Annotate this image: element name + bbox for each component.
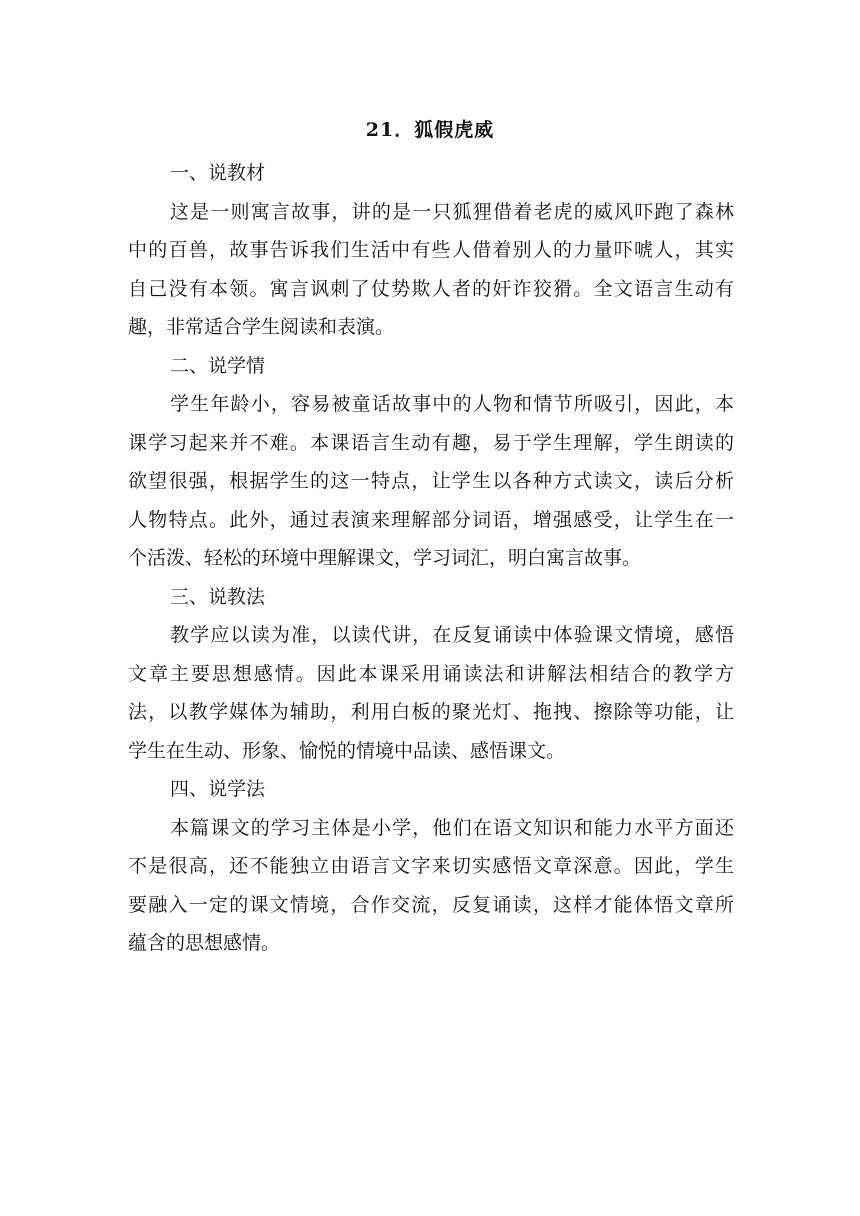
section-heading-learning-method: 四、说学法 [170, 778, 266, 800]
section-paragraph-teaching-material [128, 193, 734, 347]
paragraph-line: 学生在生动、形象、愉悦的情境中品读、感悟课文。 [128, 739, 566, 762]
paragraph-line: 人物特点。此外，通过表演来理解部分词语，增强感受，让学生在一 [128, 508, 734, 531]
section-paragraph-teaching-method [128, 616, 734, 770]
section-heading-teaching-material: 一、说教材 [170, 162, 266, 184]
paragraph-line: 这是一则寓言故事，讲的是一只狐狸借着老虎的威风吓跑了森林 [170, 200, 734, 223]
paragraph-line: 自己没有本领。寓言讽刺了仗势欺人者的奸诈狡猾。全文语言生动有 [128, 277, 734, 300]
paragraph-line: 学生年龄小，容易被童话故事中的人物和情节所吸引，因此，本 [170, 393, 734, 415]
paragraph-line: 教学应以读为准，以读代讲，在反复诵读中体验课文情境，感悟 [170, 624, 734, 646]
paragraph-line: 蕴含的思想感情。 [128, 932, 281, 954]
paragraph-line: 本篇课文的学习主体是小学，他们在语文知识和能力水平方面还 [170, 816, 734, 839]
paragraph-line: 不是很高，还不能独立由语言文字来切实感悟文章深意。因此，学生 [128, 855, 734, 877]
section-paragraph-learning-method [128, 809, 734, 963]
paragraph-line: 个活泼、轻松的环境中理解课文，学习词汇，明白寓言故事。 [128, 547, 642, 569]
paragraph-line: 中的百兽，故事告诉我们生活中有些人借着别人的力量吓唬人，其实 [128, 239, 734, 261]
paragraph-line: 要融入一定的课文情境，合作交流，反复诵读，这样才能体悟文章所 [128, 893, 734, 916]
section-paragraph-student-situation [128, 385, 734, 578]
document-title: 21．狐假虎威 [365, 119, 495, 141]
section-heading-student-situation: 二、说学情 [170, 354, 266, 377]
paragraph-line: 欲望很强，根据学生的这一特点，让学生以各种方式读文，读后分析 [128, 470, 734, 492]
section-heading-teaching-method: 三、说教法 [170, 585, 266, 608]
document-body [128, 154, 734, 963]
paragraph-line: 文章主要思想感情。因此本课采用诵读法和讲解法相结合的教学方 [128, 662, 734, 685]
paragraph-line: 趣，非常适合学生阅读和表演。 [128, 316, 395, 338]
paragraph-line: 法，以教学媒体为辅助，利用白板的聚光灯、拖拽、擦除等功能，让 [128, 701, 734, 723]
paragraph-line: 课学习起来并不难。本课语言生动有趣，易于学生理解，学生朗读的 [128, 431, 734, 454]
